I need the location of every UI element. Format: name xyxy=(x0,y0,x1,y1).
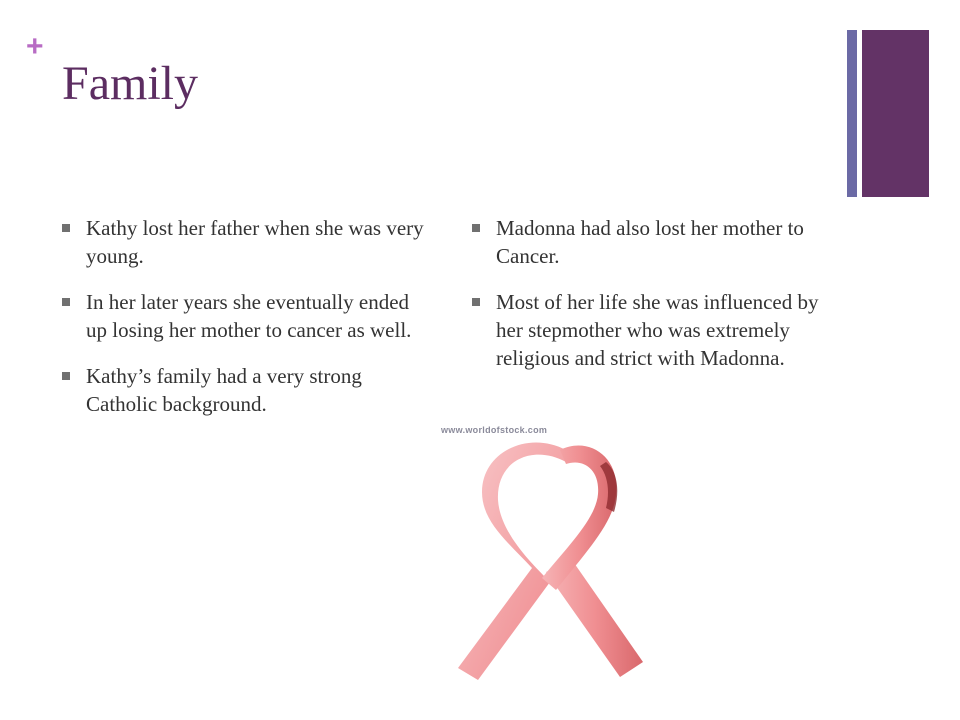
slide-title: Family xyxy=(62,57,199,110)
image-watermark: www.worldofstock.com xyxy=(441,425,548,435)
square-bullet-icon xyxy=(472,224,480,232)
square-bullet-icon xyxy=(62,372,70,380)
bullet-item xyxy=(472,288,842,372)
square-bullet-icon xyxy=(472,298,480,306)
right-bullet-list xyxy=(472,214,842,390)
bullet-text: Kathy’s family had a very strong Catholic background. xyxy=(86,364,362,416)
left-bullet-list xyxy=(62,214,432,436)
bullet-item xyxy=(62,288,432,344)
square-bullet-icon xyxy=(62,224,70,232)
bullet-item xyxy=(62,214,432,270)
square-bullet-icon xyxy=(62,298,70,306)
bullet-text: Most of her life she was influenced by her stepmother who was extremely religious and strict with Madonna. xyxy=(496,290,819,370)
bullet-item xyxy=(62,362,432,418)
plus-icon: + xyxy=(26,30,44,63)
pink-ribbon-image xyxy=(438,422,658,692)
bullet-text: In her later years she eventually ended up losing her mother to cancer as well. xyxy=(86,290,412,342)
bullet-text: Kathy lost her father when she was very young. xyxy=(86,216,424,268)
bullet-item xyxy=(472,214,842,270)
bullet-text: Madonna had also lost her mother to Cancer. xyxy=(496,216,804,268)
accent-bar-thick xyxy=(862,30,929,197)
accent-bar-thin xyxy=(847,30,857,197)
